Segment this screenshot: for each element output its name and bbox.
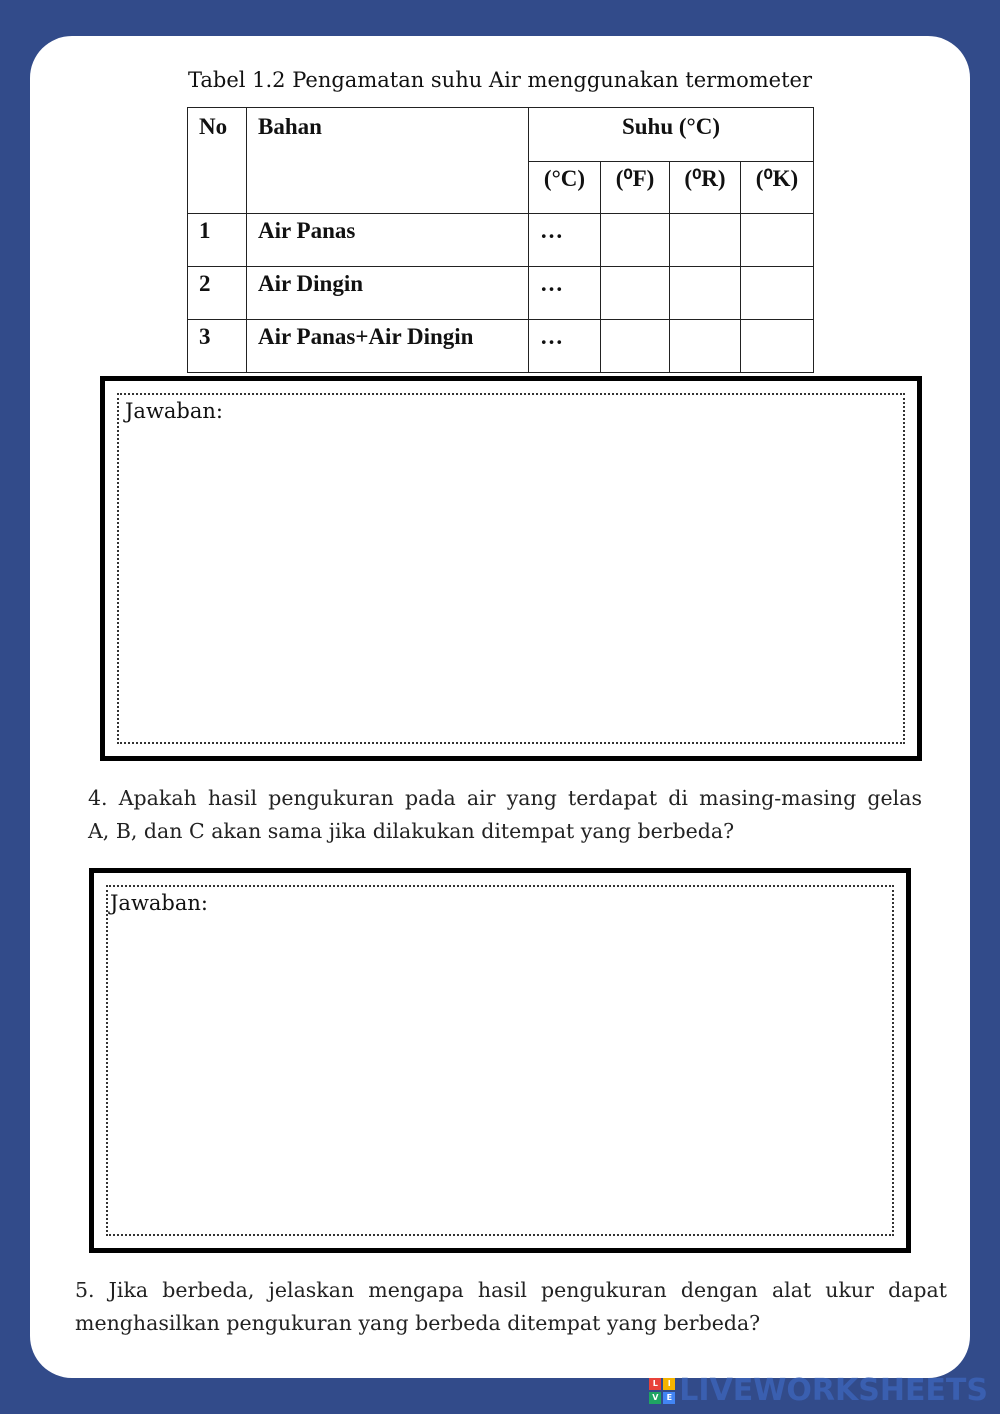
question-4-line-1: 4. Apakah hasil pengukuran pada air yang terdapat di masing-masing gelas [88, 786, 922, 810]
row-reaumur-cell[interactable] [670, 320, 741, 373]
unit-kelvin: (⁰K) [741, 162, 814, 214]
question-5-line-2: menghasilkan pengukuran yang berbeda ditempat yang berbeda? [75, 1311, 761, 1335]
row-bahan: Air Panas+Air Dingin [247, 320, 529, 373]
header-no: No [188, 108, 247, 214]
answer-box-2[interactable] [89, 868, 911, 1253]
row-celsius-cell[interactable]: … [529, 214, 601, 267]
observation-table [187, 107, 814, 373]
answer-area-2[interactable] [106, 885, 894, 1236]
unit-fahrenheit: (⁰F) [601, 162, 670, 214]
row-kelvin-cell[interactable] [741, 214, 814, 267]
row-celsius-cell[interactable]: … [529, 320, 601, 373]
watermark-text: LIVEWORKSHEETS [679, 1373, 988, 1408]
answer-area-1[interactable] [117, 393, 905, 744]
table-row [188, 267, 814, 320]
row-reaumur-cell[interactable] [670, 214, 741, 267]
logo-letter: I [663, 1378, 675, 1390]
row-celsius-cell[interactable]: … [529, 267, 601, 320]
row-kelvin-cell[interactable] [741, 320, 814, 373]
header-suhu: Suhu (°C) [529, 108, 814, 162]
unit-celsius: (°C) [529, 162, 601, 214]
row-bahan: Air Panas [247, 214, 529, 267]
liveworksheets-watermark [649, 1373, 988, 1408]
row-no: 1 [188, 214, 247, 267]
row-no: 3 [188, 320, 247, 373]
row-reaumur-cell[interactable] [670, 267, 741, 320]
header-bahan: Bahan [247, 108, 529, 214]
row-kelvin-cell[interactable] [741, 267, 814, 320]
question-4-line-2: A, B, dan C akan sama jika dilakukan ditempat yang berbeda? [88, 819, 735, 843]
logo-letter: V [649, 1392, 661, 1404]
table-title: Tabel 1.2 Pengamatan suhu Air menggunakan termometer [187, 68, 813, 92]
table-row [188, 214, 814, 267]
row-fahrenheit-cell[interactable] [601, 267, 670, 320]
unit-reaumur: (⁰R) [670, 162, 741, 214]
row-no: 2 [188, 267, 247, 320]
liveworksheets-logo-icon [649, 1378, 675, 1404]
row-fahrenheit-cell[interactable] [601, 320, 670, 373]
table-row [188, 320, 814, 373]
question-5-line-1: 5. Jika berbeda, jelaskan mengapa hasil pengukuran dengan alat ukur dapat [75, 1278, 947, 1302]
answer-label-2: Jawaban: [110, 891, 208, 915]
answer-label-1: Jawaban: [125, 399, 223, 423]
logo-letter: L [649, 1378, 661, 1390]
row-bahan: Air Dingin [247, 267, 529, 320]
answer-box-1[interactable] [100, 376, 922, 761]
logo-letter: E [663, 1392, 675, 1404]
row-fahrenheit-cell[interactable] [601, 214, 670, 267]
